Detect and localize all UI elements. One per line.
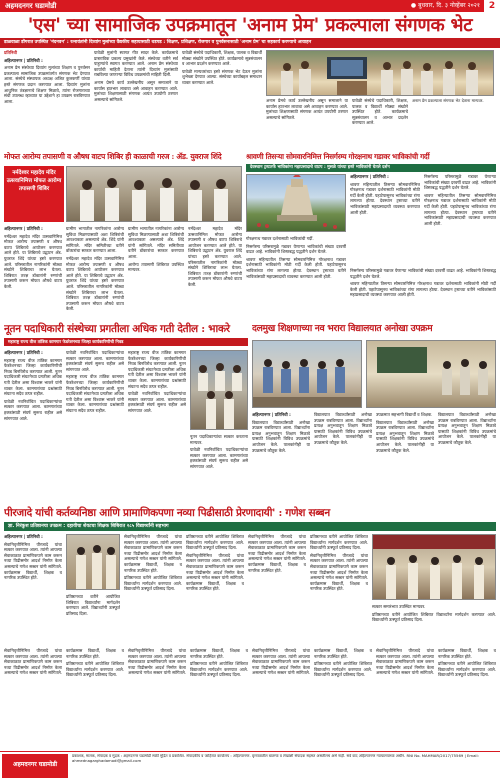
story6-column-3 — [124, 534, 182, 644]
story1-col3b-text: अनाम प्रेमचे कार्य उल्लेखनीय असून समाजाने या कार्यास हातभार लावावा असे आवाहन करण्यात आले. मुलांच्या शिक्षणासाठी संगणक अत्यंत उपयोगी ठरणार असल्याचे सांगितले. — [266, 98, 348, 120]
story4-body-b: यावेळी नवनिर्वाचित पदाधिकाऱ्यांचा सत्कार करण्यात आला. कामगारांच्या हक्कांसाठी संघर्ष सुरूच राहील असे सांगण्यात आले. — [4, 398, 62, 421]
story4-column-1 — [4, 350, 62, 500]
story3-headline: श्रावणी तिसऱ्या सोमवारनिमित्त निसर्गरम्य गोरक्षनाथ गडावर भाविकांची गर्दी — [246, 152, 430, 161]
story3-column-2 — [424, 174, 496, 264]
story2-body-5: नर्मदेश्वर महादेव मंदिर उत्सवानिमित्त मोफत आरोग्य तपासणी व औषध वाटप शिबिराचे आयोजन करण्यात आले होते. या शिबिराचे उद्घाटन ॲड. युवराज शिंदे यांच्या हस्ते करण्यात आले. परिसरातील नागरिकांनी मोठ्या संख्येने शिबिराचा लाभ घेतला. शिबिरात तज्ज्ञ डॉक्टरांनी रुग्णांची तपासणी करून मोफत औषधे वाटप केली. — [188, 226, 242, 287]
story6-body-13: सेवानिवृत्तीनिमित्त पीरजादे यांचा सत्कार करण्यात आला. त्यांनी आपल्या सेवाकाळात प्रामाणिकपणे काम करून नव्या पिढीसमोर आदर्श निर्माण केला असल्याचे गणेश सब्बन यांनी सांगितले. कार्यक्रमास विद्यार्थी, शिक्षक व नागरिक उपस्थित होते. — [128, 648, 248, 676]
story6-body-15: सेवानिवृत्तीनिमित्त पीरजादे यांचा सत्कार करण्यात आला. त्यांनी आपल्या सेवाकाळात प्रामाणिकपणे काम करून नव्या पिढीसमोर आदर्श निर्माण केला असल्याचे गणेश सब्बन यांनी सांगितले. कार्यक्रमास विद्यार्थी, शिक्षक व नागरिक उपस्थित होते. — [252, 648, 372, 676]
story2-headline: मोफत आरोग्य तपासणी व औषध वाटप शिबिर ही काळाची गरज : ॲड. युवराज शिंदे — [4, 152, 222, 161]
story6-headline: पीरजादे यांची कर्तव्यनिष्ठा आणि प्रामाणिकपणा नव्या पिढीसाठी प्रेरणादायी' : गणेश सब्बन — [4, 507, 330, 519]
story6-column-5 — [248, 534, 306, 644]
story1-col4b-text: यावेळी संस्थेचे पदाधिकारी, शिक्षक, पालक व विद्यार्थी मोठ्या संख्येने उपस्थित होते. कार्यक्रमाचे सूत्रसंचालन व आभार प्रदर्शन करण्यात आले. — [352, 98, 408, 126]
story2-body: नर्मदेश्वर महादेव मंदिर उत्सवानिमित्त मोफत आरोग्य तपासणी व औषध वाटप शिबिराचे आयोजन करण्यात आले होते. या शिबिराचे उद्घाटन ॲड. युवराज शिंदे यांच्या हस्ते करण्यात आले. परिसरातील नागरिकांनी मोठ्या संख्येने शिबिराचा लाभ घेतला. शिबिरात तज्ज्ञ डॉक्टरांनी रुग्णांची तपासणी करून मोफत औषधे वाटप केली. — [4, 233, 62, 289]
story6-body-12: प्रतिष्ठानच्या वतीने आयोजित शिबिरात विद्यार्थ्यांना मार्गदर्शन करण्यात आले. विद्यार्थ्यांनी उत्स्फूर्त प्रतिसाद दिला. — [66, 661, 124, 678]
story4-body-2: यावेळी नवनिर्वाचित पदाधिकाऱ्यांचा सत्कार करण्यात आला. कामगारांच्या हक्कांसाठी संघर्ष सुरूच राहील असे सांगण्यात आले. — [66, 350, 124, 372]
masthead-bar — [0, 0, 500, 12]
story3-column-3 — [246, 236, 346, 316]
story6-photo-1 — [66, 534, 120, 590]
story6-body-9: सेवानिवृत्तीनिमित्त पीरजादे यांचा सत्कार करण्यात आला. त्यांनी आपल्या सेवाकाळात प्रामाणिकपणे काम करून नव्या पिढीसमोर आदर्श निर्माण केला असल्याचे गणेश सब्बन यांनी सांगितले. कार्यक्रमास विद्यार्थी, शिक्षक व नागरिक उपस्थित होते. — [310, 552, 368, 592]
story6-body-18: प्रतिष्ठानच्या वतीने आयोजित शिबिरात विद्यार्थ्यांना मार्गदर्शन करण्यात आले. विद्यार्थ्यांनी उत्स्फूर्त प्रतिसाद दिला. — [438, 661, 496, 678]
story4-headline: नूतन पदाधिकारी संस्थेच्या प्रगतीला अधिक गती देतील : भाकरे — [4, 323, 230, 335]
paper-name: अहमदनगर घडामोडी — [5, 2, 57, 10]
story1-photo-caption: अनाम प्रेम प्रकल्पाला संगणक भेट देताना मान्यवर. — [412, 98, 484, 103]
story5-photo-2 — [366, 340, 496, 408]
story6-body-11: सेवानिवृत्तीनिमित्त पीरजादे यांचा सत्कार करण्यात आला. त्यांनी आपल्या सेवाकाळात प्रामाणिकपणे काम करून नव्या पिढीसमोर आदर्श निर्माण केला असल्याचे गणेश सब्बन यांनी सांगितले. कार्यक्रमास विद्यार्थी, शिक्षक व नागरिक उपस्थित होते. — [4, 648, 124, 676]
story4-body-4: महाराष्ट्र राज्य वीज तांत्रिक कामगार फेडरेशनच्या जिल्हा कार्यकारिणीची निवड बिनविरोध करण्यात आली. नूतन पदाधिकारी संघटनेच्या प्रगतीला अधिक गती देतील असा विश्वास भाकरे यांनी व्यक्त केला. कामगारांच्या प्रश्नांसाठी संघटना सदैव तत्पर राहील. — [128, 350, 186, 389]
story5-column-3 — [376, 412, 434, 500]
story2-body-3: नर्मदेश्वर महादेव मंदिर उत्सवानिमित्त मोफत आरोग्य तपासणी व औषध वाटप शिबिराचे आयोजन करण्यात आले होते. या शिबिराचे उद्घाटन ॲड. युवराज शिंदे यांच्या हस्ते करण्यात आले. परिसरातील नागरिकांनी मोठ्या संख्येने शिबिराचा लाभ घेतला. शिबिरात तज्ज्ञ डॉक्टरांनी रुग्णांची तपासणी करून मोफत औषधे वाटप केली. — [66, 255, 124, 312]
story2-body-4: ग्रामीण भागातील नागरिकांना आरोग्य सुविधा मिळण्यासाठी अशा शिबिरांची आवश्यकता असल्याचे ॲड. शिंदे यांनी सांगितले. मंदिर समितीच्या वतीने डॉक्टरांचा सत्कार करण्यात आला. — [128, 226, 184, 259]
story4-photo — [190, 350, 248, 430]
story6-body-6: सेवानिवृत्तीनिमित्त पीरजादे यांचा सत्कार करण्यात आला. त्यांनी आपल्या सेवाकाळात प्रामाणिकपणे काम करून नव्या पिढीसमोर आदर्श निर्माण केला असल्याचे गणेश सब्बन यांनी सांगितले. कार्यक्रमास विद्यार्थी, शिक्षक व नागरिक उपस्थित होते. — [186, 552, 244, 592]
story6-continued — [4, 648, 496, 748]
story4-column-4 — [190, 434, 248, 500]
story3-body-7: श्रावण महिन्यातील तिसऱ्या सोमवारनिमित्त गोरक्षनाथ गडावर दर्शनासाठी भाविकांनी मोठी गर्दी केली होती. पहाटेपासूनच भाविकांच्या रांगा लागल्या होत्या. देवस्थान ट्रस्टच्या वतीने भाविकांसाठी महाप्रसादाची व्यवस्था करण्यात आली होती. — [350, 281, 496, 298]
story6-body-3: सेवानिवृत्तीनिमित्त पीरजादे यांचा सत्कार करण्यात आला. त्यांनी आपल्या सेवाकाळात प्रामाणिकपणे काम करून नव्या पिढीसमोर आदर्श निर्माण केला असल्याचे गणेश सब्बन यांनी सांगितले. कार्यक्रमास विद्यार्थी, शिक्षक व नागरिक उपस्थित होते. — [124, 534, 182, 573]
story1-byline: प्रतिनिधी — [4, 50, 17, 55]
classroom-photo-image — [367, 341, 496, 408]
story2-caption: आरोग्य तपासणी शिबिरात उपस्थित मान्यवर. — [128, 261, 184, 273]
story2-column-3 — [128, 226, 184, 316]
story5-body-3: विद्यालयात विद्यार्थ्यांसाठी अनोखा उपक्रम राबविण्यात आला. विद्यार्थ्यांना प्रत्यक्ष अनुभवातून शिक्षण मिळावे यासाठी शिक्षकांनी विविध उपक्रमांचे आयोजन केले. पालकांनीही या उपक्रमाचे कौतुक केले. — [376, 419, 434, 453]
story5-dateline: अहिल्यानगर | प्रतिनिधी : — [252, 412, 291, 417]
story6-body-14: प्रतिष्ठानच्या वतीने आयोजित शिबिरात विद्यार्थ्यांना मार्गदर्शन करण्यात आले. विद्यार्थ्यांनी उत्स्फूर्त प्रतिसाद दिला. — [190, 661, 248, 678]
story6-column-2 — [66, 594, 120, 644]
story4-body: महाराष्ट्र राज्य वीज तांत्रिक कामगार फेडरेशनच्या जिल्हा कार्यकारिणीची निवड बिनविरोध करण्यात आली. नूतन पदाधिकारी संघटनेच्या प्रगतीला अधिक गती देतील असा विश्वास भाकरे यांनी व्यक्त केला. कामगारांच्या प्रश्नांसाठी संघटना सदैव तत्पर राहील. — [4, 357, 62, 397]
story4-body-6: यावेळी नवनिर्वाचित पदाधिकाऱ्यांचा सत्कार करण्यात आला. कामगारांच्या हक्कांसाठी संघर्ष सुरूच राहील असे सांगण्यात आले. — [190, 447, 248, 469]
story4-body-5: यावेळी नवनिर्वाचित पदाधिकाऱ्यांचा सत्कार करण्यात आला. कामगारांच्या हक्कांसाठी संघर्ष सुरूच राहील असे सांगण्यात आले. — [128, 391, 186, 413]
story1-headline: 'एस' च्या सामाजिक उपक्रमातून 'अनाम प्रेम' प्रकल्पाला संगणक भेट — [27, 15, 473, 36]
story6-caption: सत्कार समारंभात उपस्थित मान्यवर. — [372, 604, 426, 609]
story6-column-4 — [186, 534, 244, 644]
story5-column-2 — [314, 412, 372, 500]
story2-sidebar: नर्मदेश्वर महादेव मंदिर उत्सवानिमित्त मोफत आरोग्य तपासणी शिबिर — [4, 166, 64, 222]
story6-body-5: प्रतिष्ठानच्या वतीने आयोजित शिबिरात विद्यार्थ्यांना मार्गदर्शन करण्यात आले. विद्यार्थ्यांनी उत्स्फूर्त प्रतिसाद दिला. — [186, 534, 244, 551]
story6-body-16: प्रतिष्ठानच्या वतीने आयोजित शिबिरात विद्यार्थ्यांना मार्गदर्शन करण्यात आले. विद्यार्थ्यांनी उत्स्फूर्त प्रतिसाद दिला. — [314, 661, 372, 678]
story3-subhead: देवस्थान ट्रस्टतर्फे भाविकांना महाप्रसादाचे वाटप : मुसळे यांच्या हस्ते भाविकांनी घेतले दर्शन — [246, 164, 496, 172]
story6-photo-2 — [372, 534, 496, 600]
story4-column-2 — [66, 350, 124, 500]
story1-subhead: डाळवाळा डोंगरात उपस्थित 'नंदनवन' : रत्नावंतांनी दिव्यांग मुलांच्या वैद्यकीय सहायासाठी धडपड : शिक्षण, प्रशिक्षण, रोजगार व पुनर्वसनासाठी 'अनाम प्रेम' चा सहकार्य करण्याचे आवाहन — [0, 38, 500, 48]
story3-body: श्रावण महिन्यातील तिसऱ्या सोमवारनिमित्त गोरक्षनाथ गडावर दर्शनासाठी भाविकांनी मोठी गर्दी केली होती. पहाटेपासूनच भाविकांच्या रांगा लागल्या होत्या. देवस्थान ट्रस्टच्या वतीने भाविकांसाठी महाप्रसादाची व्यवस्था करण्यात आली होती. — [350, 181, 420, 215]
story2-dateline: अहिल्यानगर | प्रतिनिधी : — [4, 226, 43, 231]
story6-subhead: ज्ञा. निरंकुश प्रतिष्ठानचा उपक्रम : दहावीचा शेवटचा शिक्षक शिबिरात २८५ विद्यार्थ्यांनी सहभाग — [4, 522, 496, 531]
story3-column-4 — [350, 268, 496, 316]
story1-column-1 — [4, 50, 90, 146]
story5-column-1 — [252, 412, 310, 500]
story6-body: सेवानिवृत्तीनिमित्त पीरजादे यांचा सत्कार करण्यात आला. त्यांनी आपल्या सेवाकाळात प्रामाणिकपणे काम करून नव्या पिढीसमोर आदर्श निर्माण केला असल्याचे गणेश सब्बन यांनी सांगितले. कार्यक्रमास विद्यार्थी, शिक्षक व नागरिक उपस्थित होते. — [4, 541, 62, 581]
story5-body: विद्यालयात विद्यार्थ्यांसाठी अनोखा उपक्रम राबविण्यात आला. विद्यार्थ्यांना प्रत्यक्ष अनुभवातून शिक्षण मिळावे यासाठी शिक्षकांनी विविध उपक्रमांचे आयोजन केले. पालकांनीही या उपक्रमाचे कौतुक केले. — [252, 419, 310, 453]
story2-photo — [66, 166, 242, 222]
story6-body-7: सेवानिवृत्तीनिमित्त पीरजादे यांचा सत्कार करण्यात आला. त्यांनी आपल्या सेवाकाळात प्रामाणिकपणे काम करून नव्या पिढीसमोर आदर्श निर्माण केला असल्याचे गणेश सब्बन यांनी सांगितले. कार्यक्रमास विद्यार्थी, शिक्षक व नागरिक उपस्थित होते. — [248, 534, 306, 573]
story1-col1-text: अनाम प्रेम संस्थेच्या दिव्यांग मुलांच्या शिक्षण व पुनर्वसन प्रकल्पाला सामाजिक उपक्रमांतर्गत संगणक भेट देण्यात आला. संस्थेचे संस्थापक अध्यक्ष अजित कुलकर्णी यांच्या हस्ते संगणक प्रदान करण्यात आला. दिव्यांग मुलांना आधुनिक तंत्रज्ञानाचे शिक्षण मिळावे, त्यांना रोजगाराच्या संधी उपलब्ध व्हाव्यात या उद्देशाने हा उपक्रम राबविण्यात आला. — [4, 65, 90, 104]
story2-body-2: ग्रामीण भागातील नागरिकांना आरोग्य सुविधा मिळण्यासाठी अशा शिबिरांची आवश्यकता असल्याचे ॲड. शिंदे यांनी सांगितले. मंदिर समितीच्या वतीने डॉक्टरांचा सत्कार करण्यात आला. — [66, 226, 124, 254]
story3-caption: गोरक्षनाथ गडावर दर्शनासाठी भाविकांची गर्दी. — [246, 236, 314, 241]
story1-column-4 — [266, 98, 348, 146]
story4-body-3: महाराष्ट्र राज्य वीज तांत्रिक कामगार फेडरेशनच्या जिल्हा कार्यकारिणीची निवड बिनविरोध करण्यात आली. नूतन पदाधिकारी संघटनेच्या प्रगतीला अधिक गती देतील असा विश्वास भाकरे यांनी व्यक्त केला. कामगारांच्या प्रश्नांसाठी संघटना सदैव तत्पर राहील. — [66, 374, 124, 413]
imprint-footer — [0, 751, 500, 780]
story4-column-3 — [128, 350, 186, 500]
story6-body-4: प्रतिष्ठानच्या वतीने आयोजित शिबिरात विद्यार्थ्यांना मार्गदर्शन करण्यात आले. विद्यार्थ्यांनी उत्स्फूर्त प्रतिसाद दिला. — [124, 575, 182, 592]
story1-photo — [266, 50, 494, 96]
stage-photo-image — [373, 535, 496, 600]
story2-column-2 — [66, 226, 124, 316]
story3-dateline: अहिल्यानगर | प्रतिनिधी : — [350, 174, 389, 179]
story6-body-8: प्रतिष्ठानच्या वतीने आयोजित शिबिरात विद्यार्थ्यांना मार्गदर्शन करण्यात आले. विद्यार्थ्यांनी उत्स्फूर्त प्रतिसाद दिला. — [310, 534, 368, 551]
story1-column-3 — [182, 50, 262, 146]
story5-body-4: विद्यालयात विद्यार्थ्यांसाठी अनोखा उपक्रम राबविण्यात आला. विद्यार्थ्यांना प्रत्यक्ष अनुभवातून शिक्षण मिळावे यासाठी शिक्षकांनी विविध उपक्रमांचे आयोजन केले. पालकांनीही या उपक्रमाचे कौतुक केले. — [438, 412, 496, 445]
page-number: 2 — [484, 0, 500, 12]
story1-column-2 — [94, 50, 178, 146]
students-photo-image — [253, 341, 362, 408]
temple-photo-image — [247, 175, 346, 232]
felicitation-photo-image — [191, 351, 248, 430]
story3-body-5: श्रावण महिन्यातील तिसऱ्या सोमवारनिमित्त गोरक्षनाथ गडावर दर्शनासाठी भाविकांनी मोठी गर्दी केली होती. पहाटेपासूनच भाविकांच्या रांगा लागल्या होत्या. देवस्थान ट्रस्टच्या वतीने भाविकांसाठी महाप्रसादाची व्यवस्था करण्यात आली होती. — [246, 256, 346, 279]
story6-body-10: प्रतिष्ठानच्या वतीने आयोजित शिबिरात विद्यार्थ्यांना मार्गदर्शन करण्यात आले. विद्यार्थ्यांनी उत्स्फूर्त प्रतिसाद दिला. — [372, 611, 496, 623]
story2-column-1 — [4, 226, 62, 316]
story5-body-2: विद्यालयात विद्यार्थ्यांसाठी अनोखा उपक्रम राबविण्यात आला. विद्यार्थ्यांना प्रत्यक्ष अनुभवातून शिक्षण मिळावे यासाठी शिक्षकांनी विविध उपक्रमांचे आयोजन केले. पालकांनीही या उपक्रमाचे कौतुक केले. — [314, 412, 372, 445]
story5-caption: उपक्रमात सहभागी विद्यार्थी व शिक्षक. — [376, 412, 433, 417]
story3-body-4: निसर्गरम्य परिसरामुळे गडावर येणाऱ्या भाविकांची संख्या दरवर्षी वाढत आहे. भाविकांनी शिस्तबद्ध पद्धतीने दर्शन घेतले. — [246, 243, 346, 255]
story1-dateline: अहिल्यानगर | प्रतिनिधी : — [4, 57, 43, 63]
story3-column-1 — [350, 174, 420, 264]
story5-headline: दलमुख शिक्षणाच्या नव भरारा विद्यालयात अनोखा उपक्रम — [252, 323, 433, 334]
story6-column-6 — [310, 534, 368, 644]
footer-imprint: प्रकाशक, मालक, संपादक व मुद्रक : अहमदनगर घडामोडी साठी मुद्रित व प्रकाशित. संपादकीय व जाहिरात कार्यालय : अहिल्यानगर. वृत्तपत्रातील बातम्या व लेखांशी संपादक सहमत असतीलच असे नाही. सर्व वाद अहिल्यानगर न्यायालयाच्या अधीन. RNI No. MAHMAR/2017/75569 | Email: ahmednagarghadamodi@gmail.com — [72, 754, 479, 763]
story2-column-4 — [188, 226, 242, 316]
story1-col4-text: यावेळी संस्थेचे पदाधिकारी, शिक्षक, पालक व विद्यार्थी मोठ्या संख्येने उपस्थित होते. कार्यक्रमाचे सूत्रसंचालन व आभार प्रदर्शन करण्यात आले. — [182, 50, 262, 67]
story3-body-6: निसर्गरम्य परिसरामुळे गडावर येणाऱ्या भाविकांची संख्या दरवर्षी वाढत आहे. भाविकांनी शिस्तबद्ध पद्धतीने दर्शन घेतले. — [350, 268, 496, 279]
story6-body-2: प्रतिष्ठानच्या वतीने आयोजित शिबिरात विद्यार्थ्यांना मार्गदर्शन करण्यात आले. विद्यार्थ्यांनी उत्स्फूर्त प्रतिसाद दिला. — [66, 594, 120, 616]
footer-paper-name: अहमदनगर घडामोडी — [2, 754, 68, 778]
story4-caption: नूतन पदाधिकाऱ्यांचा सत्कार करताना मान्यवर. — [190, 434, 248, 445]
story6-column-7 — [372, 604, 496, 644]
story1-column-5 — [352, 98, 408, 146]
story1-col3-text: अनाम प्रेमचे कार्य उल्लेखनीय असून समाजाने या कार्यास हातभार लावावा असे आवाहन करण्यात आले. मुलांच्या शिक्षणासाठी संगणक अत्यंत उपयोगी ठरणार असल्याचे सांगितले. — [94, 79, 178, 102]
story1-col2-text: यावेळी मुलांनी स्वागत गीत सादर केले. कार्यक्रमाचे प्रास्ताविक प्रकल्प प्रमुखांनी केले. संस्थेच्या वतीने सर्व पाहुण्यांचे स्वागत करण्यात आले. अनाम प्रेम संस्थेच्या कार्याची माहिती देताना त्यांनी दिव्यांग मुलांसाठी राबविल्या जाणाऱ्या विविध उपक्रमांची माहिती दिली. — [94, 50, 178, 78]
story3-body-3: श्रावण महिन्यातील तिसऱ्या सोमवारनिमित्त गोरक्षनाथ गडावर दर्शनासाठी भाविकांनी मोठी गर्दी केली होती. पहाटेपासूनच भाविकांच्या रांगा लागल्या होत्या. देवस्थान ट्रस्टच्या वतीने भाविकांसाठी महाप्रसादाची व्यवस्था करण्यात आली होती. — [424, 192, 496, 226]
story4-subhead: महाराष्ट्र राज्य वीज तांत्रिक कामगार फेडरेशनच्या जिल्हा कार्यकारिणीची निवड — [4, 338, 248, 346]
story5-photo-1 — [252, 340, 362, 408]
story3-body-2: निसर्गरम्य परिसरामुळे गडावर येणाऱ्या भाविकांची संख्या दरवर्षी वाढत आहे. भाविकांनी शिस्तबद्ध पद्धतीने दर्शन घेतले. — [424, 174, 496, 191]
felicitation-photo-image — [67, 535, 120, 590]
story3-photo — [246, 174, 346, 232]
story1-col5-text: यावेळी मान्यवरांच्या हस्ते संगणक भेट देऊन मुलांना शुभेच्छा देण्यात आल्या. संस्थेच्या कार्याबद्दल समाधान व्यक्त करण्यात आले. — [182, 68, 262, 85]
story6-dateline: अहिल्यानगर | प्रतिनिधी : — [4, 534, 43, 539]
story5-column-4 — [438, 412, 496, 500]
group-photo-image — [267, 51, 494, 96]
issue-date: ● बुधवार, दि. ३ नोव्हेंबर २०२१ — [410, 2, 480, 9]
story6-column-1 — [4, 534, 62, 644]
health-camp-photo-image — [67, 167, 242, 222]
story4-dateline: अहिल्यानगर | प्रतिनिधी : — [4, 350, 43, 355]
story6-body-17: सेवानिवृत्तीनिमित्त पीरजादे यांचा सत्कार करण्यात आला. त्यांनी आपल्या सेवाकाळात प्रामाणिकपणे काम करून नव्या पिढीसमोर आदर्श निर्माण केला असल्याचे गणेश सब्बन यांनी सांगितले. कार्यक्रमास विद्यार्थी, शिक्षक व नागरिक उपस्थित होते. — [376, 648, 496, 676]
